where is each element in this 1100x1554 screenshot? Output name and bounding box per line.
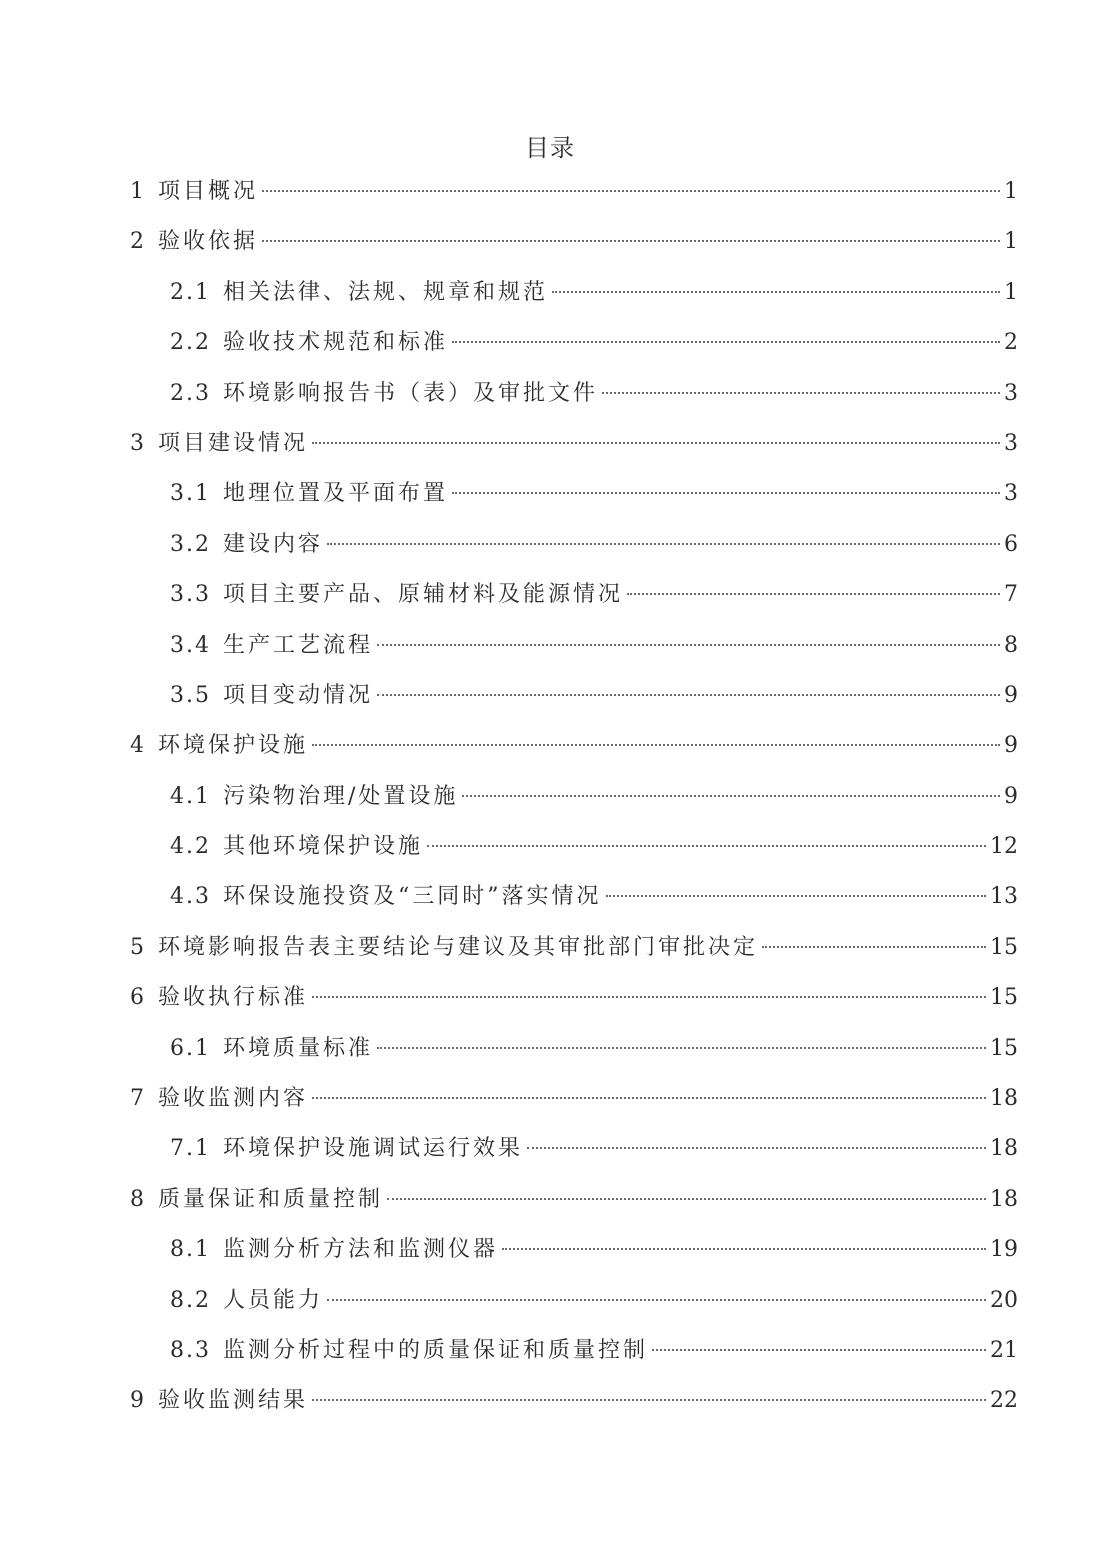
toc-entry-number: 4.3 [170, 884, 211, 910]
toc-entry-label: 环境影响报告表主要结论与建议及其审批部门审批决定 [158, 934, 759, 960]
toc-entry[interactable] [130, 172, 1018, 222]
toc-entry-label: 监测分析方法和监测仪器 [223, 1237, 499, 1263]
toc-entry-page: 19 [990, 1237, 1018, 1263]
toc-entry-label: 验收监测结果 [158, 1388, 309, 1414]
toc-entry-page: 3 [1004, 380, 1018, 406]
toc-dot-leader [462, 795, 1000, 797]
toc-entry-label: 验收依据 [158, 229, 259, 255]
toc-dot-leader [452, 492, 1000, 494]
toc-entry-number: 2.1 [170, 279, 211, 305]
toc-entry-label: 人员能力 [223, 1287, 324, 1313]
toc-entry-number: 7.1 [170, 1136, 211, 1162]
toc-entry[interactable] [130, 1331, 1018, 1381]
toc-entry-page: 9 [1004, 733, 1018, 759]
toc-entry-number: 2.3 [170, 380, 211, 406]
toc-entry[interactable] [130, 424, 1018, 474]
toc-entry-page: 8 [1004, 632, 1018, 658]
toc-entry-page: 3 [1004, 481, 1018, 507]
toc-entry-number: 4 [130, 733, 146, 759]
toc-dot-leader [527, 1147, 986, 1149]
toc-entry-label: 污染物治理/处置设施 [223, 783, 459, 809]
toc-entry-number: 1 [130, 179, 146, 204]
toc-entry[interactable] [130, 1079, 1018, 1129]
toc-entry[interactable] [130, 1029, 1018, 1079]
toc-entry-page: 9 [1004, 682, 1018, 708]
toc-entry-label: 项目建设情况 [158, 430, 309, 456]
toc-entry-page: 15 [990, 1035, 1018, 1061]
toc-entry-number: 3.2 [170, 531, 211, 557]
toc-dot-leader [387, 1198, 986, 1200]
toc-entry[interactable] [130, 474, 1018, 524]
toc-entry-number: 8.2 [170, 1287, 211, 1313]
toc-entry-label: 其他环境保护设施 [223, 834, 424, 860]
toc-entry-label: 项目主要产品、原辅材料及能源情况 [223, 582, 624, 608]
toc-dot-leader [552, 291, 1000, 293]
toc-entry-label: 环境质量标准 [223, 1035, 374, 1061]
toc-entry[interactable] [130, 575, 1018, 625]
toc-entry-label: 项目概况 [158, 179, 259, 204]
toc-entry-page: 15 [990, 985, 1018, 1011]
toc-entry-page: 18 [990, 1086, 1018, 1112]
toc-entry-page: 3 [1004, 430, 1018, 456]
toc-dot-leader [502, 1248, 986, 1250]
toc-dot-leader [452, 341, 1000, 343]
toc-entry[interactable] [130, 877, 1018, 927]
toc-entry[interactable] [130, 928, 1018, 978]
toc-entry-page: 2 [1004, 330, 1018, 356]
toc-entry-number: 8.3 [170, 1337, 211, 1363]
toc-title: 目录 [525, 134, 575, 162]
toc-dot-leader [652, 1349, 986, 1351]
toc-dot-leader [312, 442, 1000, 444]
toc-entry-page: 1 [1004, 279, 1018, 305]
toc-dot-leader [602, 392, 1000, 394]
toc-dot-leader [627, 593, 1000, 595]
toc-entry-number: 7 [130, 1086, 146, 1112]
toc-entry-number: 6.1 [170, 1035, 211, 1061]
toc-dot-leader [312, 1097, 986, 1099]
toc-entry-number: 5 [130, 934, 146, 960]
toc-entry-label: 相关法律、法规、规章和规范 [223, 279, 549, 305]
toc-entry[interactable] [130, 827, 1018, 877]
toc-dot-leader [312, 1399, 986, 1401]
toc-entry-page: 1 [1004, 179, 1018, 204]
toc-entry[interactable] [130, 726, 1018, 776]
toc-entry-page: 15 [990, 934, 1018, 960]
toc-entry-page: 13 [990, 884, 1018, 910]
toc-dot-leader [327, 543, 1000, 545]
toc-entry[interactable] [130, 1381, 1018, 1431]
toc-entry-number: 9 [130, 1388, 146, 1414]
toc-entry[interactable] [130, 222, 1018, 272]
toc-entry-label: 地理位置及平面布置 [223, 481, 449, 507]
toc-dot-leader [427, 845, 986, 847]
toc-entry-number: 6 [130, 985, 146, 1011]
toc-entry-label: 环保设施投资及“三同时”落实情况 [223, 884, 602, 910]
toc-entry-number: 8 [130, 1186, 146, 1212]
toc-entry-label: 环境保护设施调试运行效果 [223, 1136, 524, 1162]
toc-entry-label: 环境影响报告书（表）及审批文件 [223, 380, 599, 406]
toc-entry[interactable] [130, 323, 1018, 373]
toc-entry-page: 9 [1004, 783, 1018, 809]
toc-entry-page: 6 [1004, 531, 1018, 557]
toc-entry-label: 环境保护设施 [158, 733, 309, 759]
toc-dot-leader [262, 190, 1000, 192]
toc-entry-number: 4.1 [170, 783, 211, 809]
toc-entry[interactable] [130, 978, 1018, 1028]
toc-entry-label: 建设内容 [223, 531, 324, 557]
toc-entry-number: 4.2 [170, 834, 211, 860]
toc-entry-label: 监测分析过程中的质量保证和质量控制 [223, 1337, 649, 1363]
toc-entry-label: 生产工艺流程 [223, 632, 374, 658]
toc-dot-leader [312, 996, 986, 998]
toc-dot-leader [312, 744, 1000, 746]
toc-entry-label: 质量保证和质量控制 [158, 1186, 384, 1212]
toc-entry-number: 3 [130, 430, 146, 456]
toc-entry[interactable] [130, 1180, 1018, 1230]
toc-entry-page: 7 [1004, 582, 1018, 608]
toc-entry[interactable] [130, 1129, 1018, 1179]
toc-entry[interactable] [130, 1281, 1018, 1331]
toc-dot-leader [377, 694, 1000, 696]
toc-entry-page: 21 [990, 1337, 1018, 1363]
toc-entry[interactable] [130, 626, 1018, 676]
toc-entry[interactable] [130, 1230, 1018, 1280]
toc-entry-page: 12 [990, 834, 1018, 860]
toc-dot-leader [377, 1047, 986, 1049]
toc-entry-page: 18 [990, 1136, 1018, 1162]
toc-entry-number: 2 [130, 229, 146, 255]
toc-dot-leader [262, 240, 1000, 242]
toc-entry-number: 3.1 [170, 481, 211, 507]
toc-entry[interactable] [130, 374, 1018, 424]
toc-entry-page: 18 [990, 1186, 1018, 1212]
toc-entry-number: 2.2 [170, 330, 211, 356]
toc-dot-leader [327, 1299, 986, 1301]
toc-entry-number: 3.3 [170, 582, 211, 608]
toc-entry-number: 8.1 [170, 1237, 211, 1263]
toc-entry[interactable] [130, 273, 1018, 323]
toc-entry[interactable] [130, 676, 1018, 726]
toc-entry[interactable] [130, 777, 1018, 827]
toc-entry-label: 项目变动情况 [223, 682, 374, 708]
toc-entry-page: 1 [1004, 229, 1018, 255]
toc-list [130, 172, 1018, 1432]
toc-entry-label: 验收技术规范和标准 [223, 330, 449, 356]
toc-dot-leader [377, 644, 1000, 646]
toc-dot-leader [606, 895, 987, 897]
toc-dot-leader [762, 946, 986, 948]
toc-entry-page: 22 [990, 1388, 1018, 1414]
toc-entry-page: 20 [990, 1287, 1018, 1313]
toc-entry-label: 验收监测内容 [158, 1086, 309, 1112]
toc-entry[interactable] [130, 525, 1018, 575]
toc-entry-number: 3.4 [170, 632, 211, 658]
toc-entry-label: 验收执行标准 [158, 985, 309, 1011]
toc-entry-number: 3.5 [170, 682, 211, 708]
